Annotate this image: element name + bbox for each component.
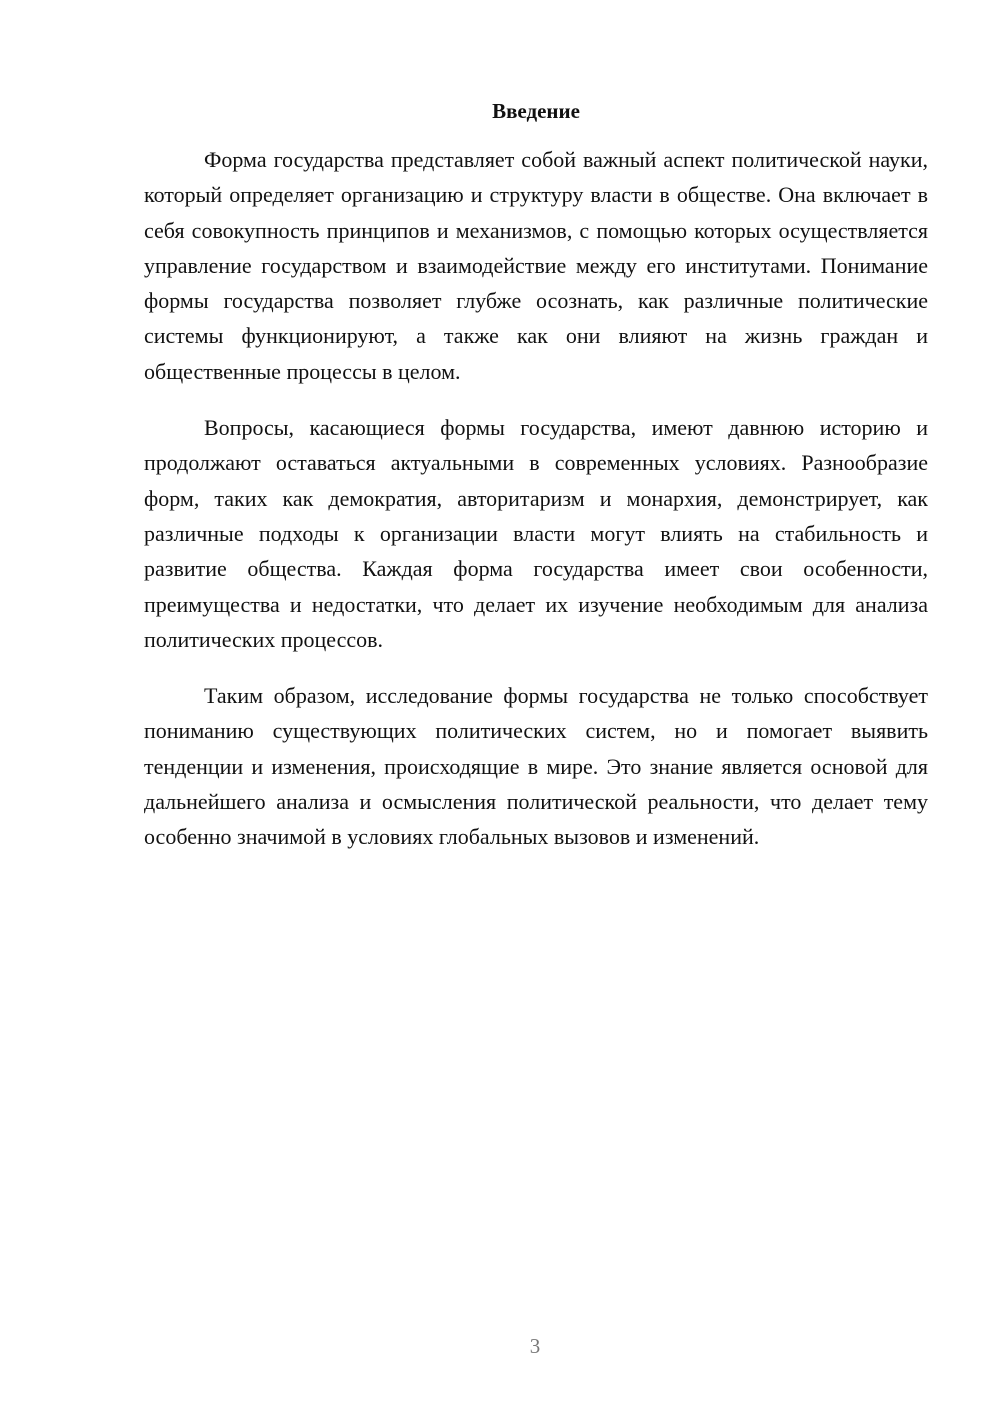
paragraph-2: Вопросы, касающиеся формы государства, имеют давнюю историю и продолжают оставаться актуальными в современных условиях. Разнообразие форм, таких как демократия, авторитаризм и монархия, демонстрирует, как различные подходы к организации власти могут влиять на стабильность и развитие общества. Каждая форма государства имеет свои особенности, преимущества и недостатки, что делает их изучение необходимым для анализа политических процессов. bbox=[144, 415, 928, 652]
page-number: 3 bbox=[529, 1334, 541, 1358]
section-title: Введение bbox=[492, 99, 580, 123]
paragraph-3: Таким образом, исследование формы государства не только способствует пониманию существующих политических систем, но и помогает выявить тенденции и изменения, происходящие в мире. Это знание является основой для дальнейшего анализа и осмысления политической реальности, что делает тему особенно значимой в условиях глобальных вызовов и изменений. bbox=[144, 683, 928, 850]
page-content bbox=[144, 96, 928, 876]
paragraph-1: Форма государства представляет собой важный аспект политической науки, который определяет организацию и структуру власти в обществе. Она включает в себя совокупность принципов и механизмов, с помощью которых осуществляется управление государством и взаимодействие между его институтами. Понимание формы государства позволяет глубже осознать, как различные политические системы функционируют, а также как они влияют на жизнь граждан и общественные процессы в целом. bbox=[144, 147, 928, 384]
